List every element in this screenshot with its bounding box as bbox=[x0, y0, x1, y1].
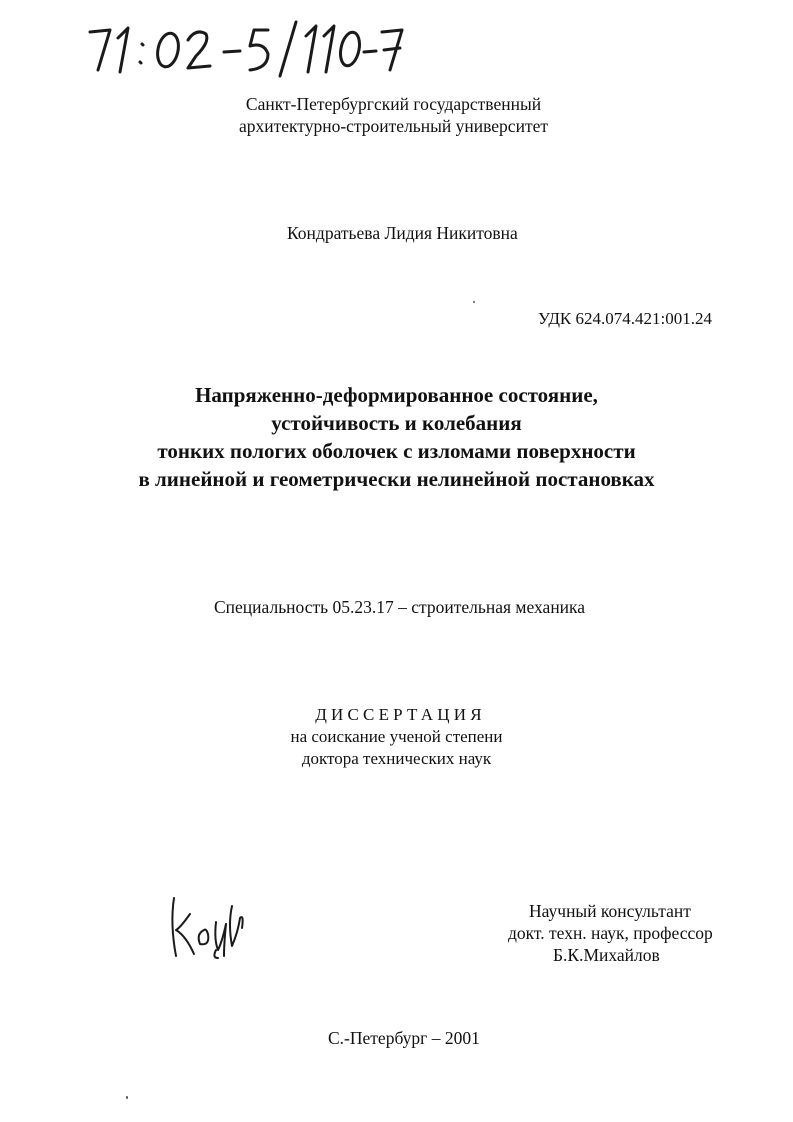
author-name: Кондратьева Лидия Никитовна bbox=[287, 223, 518, 243]
city-and-year: С.-Петербург – 2001 bbox=[328, 1028, 480, 1048]
title-line-2: устойчивость и колебания bbox=[271, 411, 522, 435]
handwritten-signature bbox=[160, 884, 250, 964]
title-line-4: в линейной и геометрически нелинейной постановках bbox=[138, 467, 655, 491]
degree-line-2: доктора технических наук bbox=[301, 749, 492, 768]
degree-line-1: на соискание ученой степени bbox=[290, 727, 503, 746]
dissertation-title bbox=[0, 381, 793, 493]
handwritten-catalog-code bbox=[84, 18, 404, 80]
institution-line-1: Санкт-Петербургский государственный bbox=[245, 94, 542, 114]
document-type-heading: ДИССЕРТАЦИЯ bbox=[315, 705, 486, 724]
title-line-1: Напряженно-деформированное состояние, bbox=[195, 383, 598, 407]
institution-name bbox=[0, 93, 793, 137]
consultant-degree: докт. техн. наук, профессор bbox=[508, 923, 713, 943]
consultant-name: Б.К.Михайлов bbox=[553, 945, 660, 965]
scan-speck bbox=[473, 301, 475, 303]
consultant-role: Научный консультант bbox=[529, 901, 691, 921]
specialty: Специальность 05.23.17 – строительная механика bbox=[214, 597, 586, 617]
institution-line-2: архитектурно-строительный университет bbox=[238, 116, 549, 136]
udk-code: УДК 624.074.421:001.24 bbox=[538, 309, 712, 328]
title-line-3: тонких пологих оболочек с изломами поверхности bbox=[157, 439, 636, 463]
document-type bbox=[0, 704, 793, 770]
scan-speck bbox=[126, 1096, 128, 1099]
scientific-consultant bbox=[508, 900, 713, 966]
